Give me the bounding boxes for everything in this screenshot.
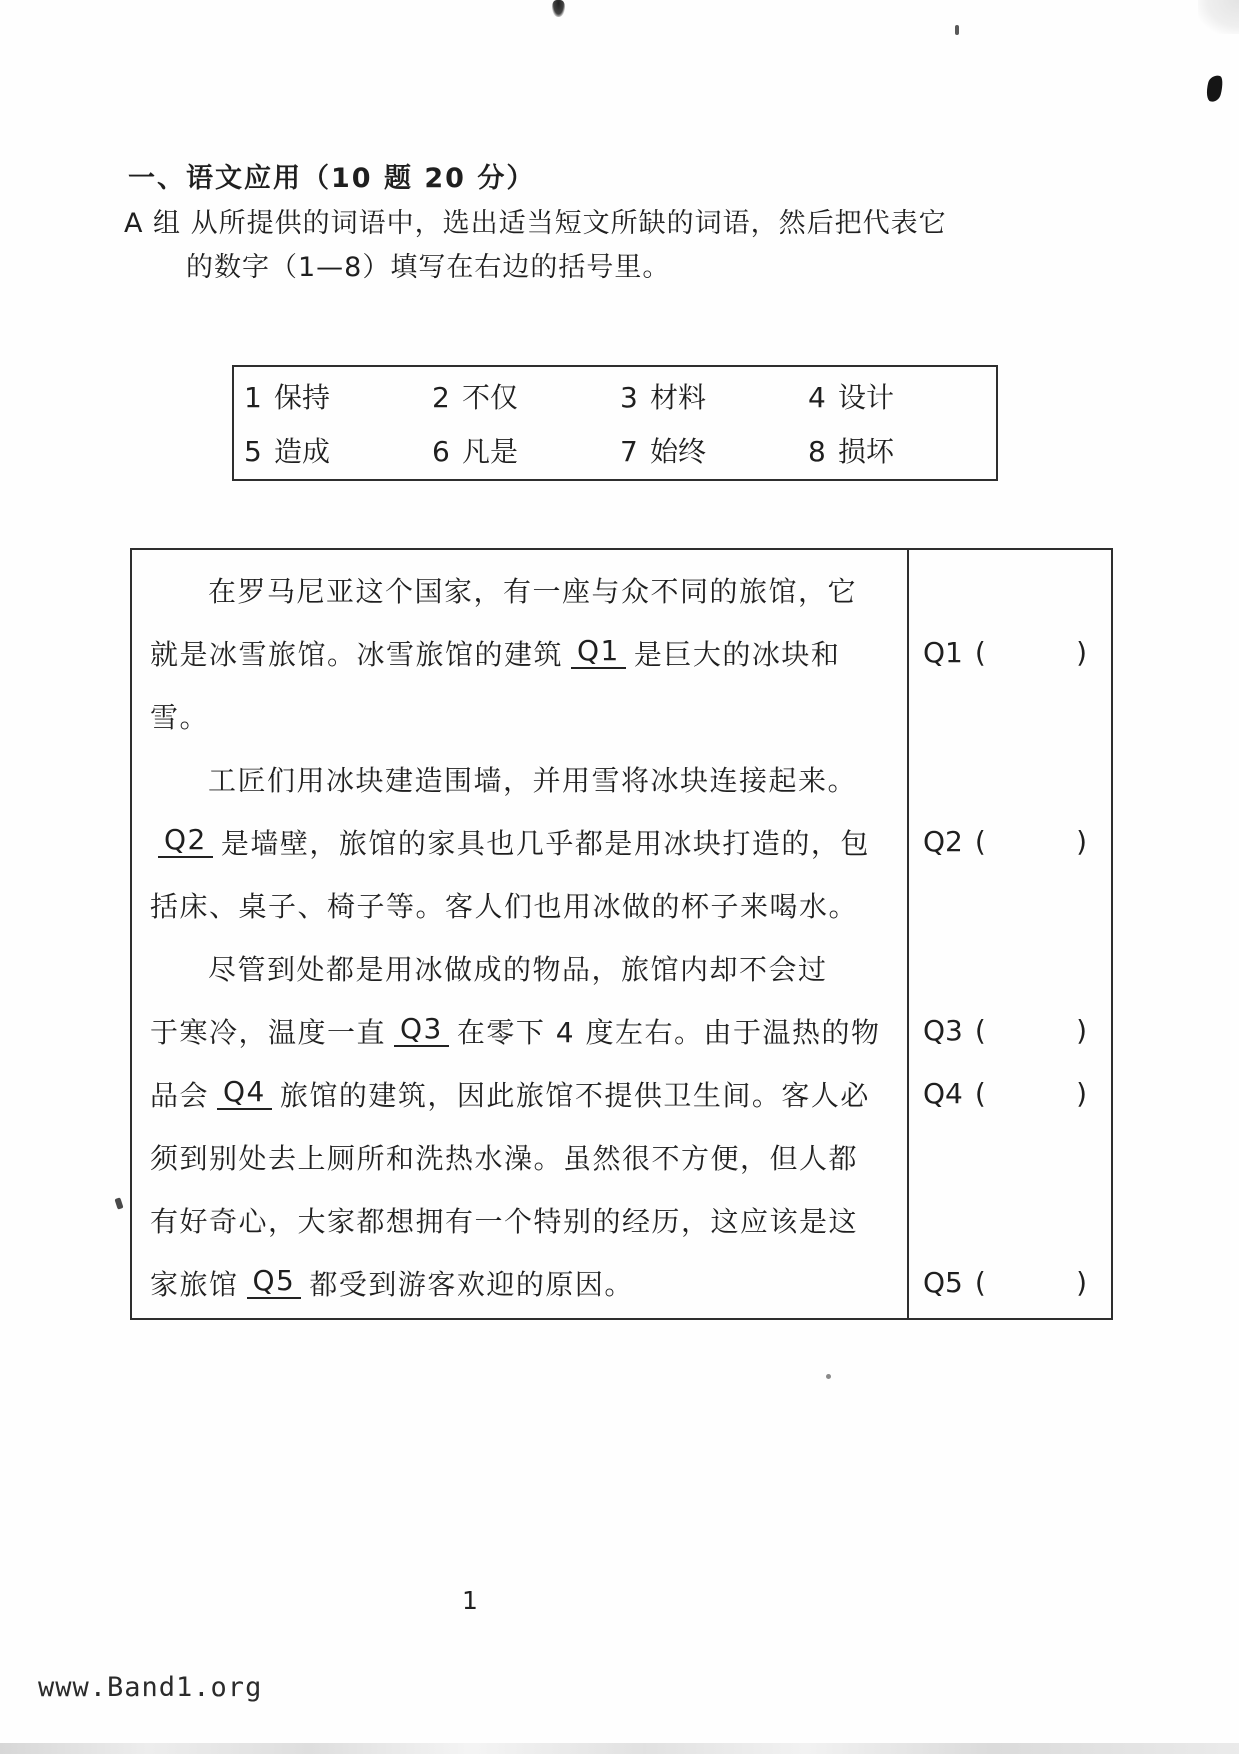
answer-line [909, 558, 1111, 621]
passage-column [132, 550, 907, 1318]
passage-text: 在零下 4 度左右。由于温热的物 [456, 1015, 881, 1049]
answer-close-paren: ) [1076, 1266, 1087, 1299]
answer-line [909, 621, 1111, 684]
passage-text: 家旅馆 [150, 1267, 239, 1301]
word-number: 2 [432, 381, 450, 414]
answer-label: Q3 [923, 1014, 963, 1047]
site-watermark: www.Band1.org [38, 1672, 263, 1703]
passage-line [150, 936, 881, 999]
word-text: 造成 [274, 435, 331, 468]
passage-text: 有好奇心，大家都想拥有一个特别的经历，这应该是这 [150, 1204, 859, 1238]
word-number: 1 [244, 381, 262, 414]
word-number: 8 [808, 435, 826, 468]
blank-Q2: Q2 [158, 825, 213, 858]
answer-slot-Q1 [909, 636, 1111, 669]
passage-text: 尽管到处都是用冰做成的物品，旅馆内却不会过 [208, 952, 828, 986]
instruction-line-1: A 组 从所提供的词语中，选出适当短文所缺的词语，然后把代表它 [124, 208, 947, 239]
passage-text: 品会 [150, 1078, 210, 1112]
blank-Q1: Q1 [571, 636, 626, 669]
answer-slot-Q3 [909, 1014, 1111, 1047]
answer-line [909, 936, 1111, 999]
answer-open-paren: ( [974, 1014, 986, 1047]
passage-text: 是巨大的冰块和 [633, 637, 841, 671]
word-text: 设计 [838, 381, 895, 414]
answer-open-paren: ( [974, 1266, 986, 1299]
passage-line [150, 1251, 881, 1314]
passage-text: 在罗马尼亚这个国家，有一座与众不同的旅馆，它 [208, 574, 858, 608]
answer-line [909, 810, 1111, 873]
answer-open-paren: ( [974, 636, 986, 669]
word-number: 4 [808, 381, 826, 414]
word-text: 保持 [274, 381, 331, 414]
answer-label: Q4 [923, 1077, 963, 1110]
word-bank-item [620, 376, 808, 416]
answer-close-paren: ) [1076, 825, 1087, 858]
word-number: 3 [620, 381, 638, 414]
answer-open-paren: ( [974, 825, 986, 858]
scan-artifact-ink-blob [1204, 74, 1225, 104]
passage-text: 于寒冷，温度一直 [150, 1015, 387, 1049]
answer-close-paren: ) [1076, 636, 1087, 669]
answer-line [909, 873, 1111, 936]
page-number: 1 [462, 1586, 478, 1615]
scan-edge-strip [0, 1743, 1239, 1754]
answer-slot-Q4 [909, 1077, 1111, 1110]
answer-slot-Q5 [909, 1266, 1111, 1299]
word-number: 7 [620, 435, 638, 468]
passage-line [150, 684, 881, 747]
word-bank-item [808, 376, 996, 416]
answer-open-paren: ( [974, 1077, 986, 1110]
passage-text: 就是冰雪旅馆。冰雪旅馆的建筑 [150, 637, 564, 671]
passage-line [150, 621, 881, 684]
section-title: 一、语文应用（10 题 20 分） [128, 163, 536, 194]
blank-Q4: Q4 [217, 1077, 272, 1110]
word-text: 损坏 [838, 435, 895, 468]
word-bank-item [244, 430, 432, 470]
answer-line [909, 1251, 1111, 1314]
passage-line [150, 999, 881, 1062]
answer-close-paren: ) [1076, 1014, 1087, 1047]
word-bank-item [432, 430, 620, 470]
passage-text: 工匠们用冰块建造围墙，并用雪将冰块连接起来。 [208, 763, 858, 797]
answer-slot-Q2 [909, 825, 1111, 858]
word-text: 始终 [650, 435, 707, 468]
answer-label: Q1 [923, 636, 963, 669]
answer-column [907, 550, 1111, 1318]
passage-line [150, 1188, 881, 1251]
word-text: 不仅 [462, 381, 519, 414]
scan-artifact-corner-smudge [1198, 0, 1239, 34]
passage-text: 旅馆的建筑，因此旅馆不提供卫生间。客人必 [279, 1078, 870, 1112]
instruction-line-2: 的数字（1—8）填写在右边的括号里。 [186, 252, 671, 283]
scan-artifact-speck [955, 25, 959, 35]
blank-Q5: Q5 [247, 1266, 302, 1299]
answer-line [909, 999, 1111, 1062]
passage-line [150, 1062, 881, 1125]
word-bank-item [244, 376, 432, 416]
passage-text: 雪。 [150, 700, 210, 734]
answer-line [909, 747, 1111, 810]
word-bank-item [620, 430, 808, 470]
answer-line [909, 1188, 1111, 1251]
answer-close-paren: ) [1076, 1077, 1087, 1110]
word-text: 凡是 [462, 435, 519, 468]
word-text: 材料 [650, 381, 707, 414]
passage-line [150, 1125, 881, 1188]
passage-text: 都受到游客欢迎的原因。 [309, 1267, 634, 1301]
passage-table [130, 548, 1113, 1320]
passage-text: 括床、桌子、椅子等。客人们也用冰做的杯子来喝水。 [150, 889, 859, 923]
blank-Q3: Q3 [394, 1014, 449, 1047]
passage-line [150, 873, 881, 936]
passage-line [150, 810, 881, 873]
passage-line [150, 747, 881, 810]
word-bank-item [808, 430, 996, 470]
answer-line [909, 1062, 1111, 1125]
word-bank-grid [232, 365, 998, 481]
scan-artifact-left-tick [114, 1197, 123, 1209]
scan-artifact-top-mark [552, 0, 565, 17]
answer-line [909, 1125, 1111, 1188]
answer-label: Q5 [923, 1266, 963, 1299]
passage-line [150, 558, 881, 621]
passage-text: 是墙壁，旅馆的家具也几乎都是用冰块打造的，包 [220, 826, 870, 860]
word-bank-item [432, 376, 620, 416]
word-number: 6 [432, 435, 450, 468]
passage-text: 须到别处去上厕所和洗热水澡。虽然很不方便，但人都 [150, 1141, 859, 1175]
scan-artifact-dot [826, 1374, 831, 1379]
answer-label: Q2 [923, 825, 963, 858]
answer-line [909, 684, 1111, 747]
word-number: 5 [244, 435, 262, 468]
